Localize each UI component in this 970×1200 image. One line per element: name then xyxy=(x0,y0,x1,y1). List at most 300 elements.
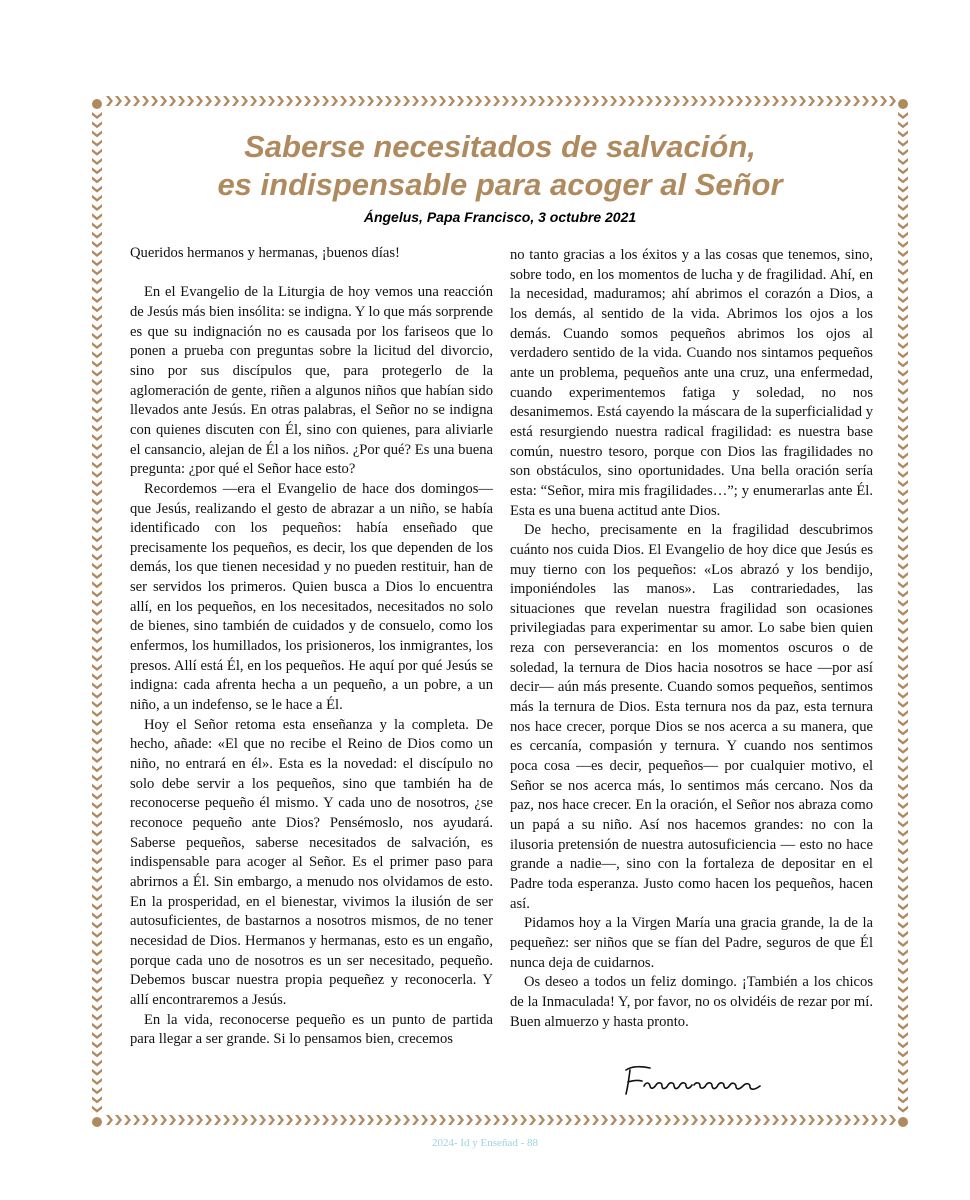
frame-leaf xyxy=(898,839,908,846)
frame-leaf xyxy=(898,655,908,662)
frame-leaf xyxy=(457,1115,464,1125)
frame-leaf xyxy=(92,140,102,147)
frame-leaf xyxy=(106,96,113,106)
frame-leaf xyxy=(898,388,908,395)
frame-leaf xyxy=(898,646,908,653)
frame-leaf xyxy=(259,1115,266,1125)
frame-leaf xyxy=(898,949,908,956)
frame-leaf xyxy=(92,305,102,312)
frame-leaf xyxy=(691,96,698,106)
frame-leaf xyxy=(92,609,102,616)
frame-leaf xyxy=(92,204,102,211)
frame-leaf xyxy=(92,968,102,975)
frame-leaf xyxy=(898,213,908,220)
frame-leaf xyxy=(898,195,908,202)
frame-leaf xyxy=(898,968,908,975)
frame-leaf xyxy=(92,986,102,993)
frame-leaf xyxy=(898,1050,908,1057)
frame-leaf xyxy=(844,96,851,106)
frame-leaf xyxy=(403,96,410,106)
frame-leaf xyxy=(92,802,102,809)
frame-leaf xyxy=(898,397,908,404)
frame-leaf xyxy=(619,96,626,106)
corner-ornament-top-left xyxy=(92,99,102,109)
frame-leaf xyxy=(92,443,102,450)
frame-leaf xyxy=(92,526,102,533)
frame-leaf xyxy=(448,1115,455,1125)
frame-leaf xyxy=(898,784,908,791)
frame-leaf xyxy=(898,894,908,901)
frame-leaf xyxy=(628,96,635,106)
frame-leaf xyxy=(92,314,102,321)
frame-leaf xyxy=(92,765,102,772)
frame-leaf xyxy=(898,186,908,193)
frame-leaf xyxy=(92,1069,102,1076)
frame-leaf xyxy=(313,1115,320,1125)
frame-leaf xyxy=(92,618,102,625)
frame-leaf xyxy=(898,278,908,285)
frame-leaf xyxy=(92,600,102,607)
frame-leaf xyxy=(772,1115,779,1125)
frame-leaf xyxy=(898,866,908,873)
frame-leaf xyxy=(898,443,908,450)
frame-leaf xyxy=(92,922,102,929)
frame-leaf xyxy=(358,1115,365,1125)
frame-leaf xyxy=(412,96,419,106)
frame-leaf xyxy=(92,222,102,229)
paragraph-6: De hecho, precisamente en la fragilidad descubrimos cuánto nos cuida Dios. El Evangelio de hoy dice que Jesús es muy tierno con los pequeños: «Los abrazó y los bendijo, imponiéndoles las manos». Las contrariedades, las situaciones que revelan nuestra fragilidad son ocasiones privilegiadas para experimentar su amor. Lo sabe bien quien reza con perseverancia: en los momentos oscuros o de soledad, la ternura de Dios hacia nosotros se hace —por así decir— aún más presente. Cuando somos pequeños, sentimos más la ternura de Dios. Esta ternura nos da paz, esta ternura nos hace crecer, porque Dios se nos acerca a su manera, que es cercanía, compasión y ternura. Y cuando nos sentimos poca cosa —es decir, pequeños— por cualquier motivo, el Señor se nos acerca más, lo sentimos más cercano. Nos da paz, nos hace crecer. En la oración, el Señor nos abraza como un papá a su niño. Así nos hacemos grandes: no con la ilusoria pretensión de nuestra autosuficiencia — esto no hace grande a nadie—, sino con la fortaleza de depositar en el Padre toda esperanza. Justo como hacen los pequeños, hacen así. xyxy=(510,522,873,912)
frame-leaf xyxy=(331,96,338,106)
frame-leaf xyxy=(439,96,446,106)
frame-leaf xyxy=(106,1115,113,1125)
frame-leaf xyxy=(808,96,815,106)
frame-leaf xyxy=(898,931,908,938)
frame-leaf xyxy=(92,452,102,459)
frame-leaf xyxy=(880,1115,887,1125)
frame-leaf xyxy=(799,96,806,106)
paragraph-3: Recordemos —era el Evangelio de hace dos domingos— que Jesús, realizando el gesto de abrazar a un niño, se había identificado con los pequeños: había enseñado que precisamente los pequeños, es decir, los que dependen de los demás, los que tienen necesidad y no pueden restituir, han de ser servidos los primeros. Quien busca a Dios lo encuentra allí, en los pequeños, en los necesitados, necesitados no solo de bienes, sino también de cuidados y de consuelo, como los enfermos, los humillados, los prisioneros, los inmigrantes, los presos. Allí está Él, en los pequeños. He aquí por qué Jesús se indigna: cada afrenta hecha a un pequeño, a un pobre, a un niño, a un indefenso, se le hace a Él. xyxy=(130,480,493,714)
frame-leaf xyxy=(92,820,102,827)
frame-leaf xyxy=(92,876,102,883)
frame-leaf xyxy=(178,96,185,106)
frame-leaf xyxy=(898,544,908,551)
frame-leaf xyxy=(92,397,102,404)
frame-leaf xyxy=(862,1115,869,1125)
frame-leaf xyxy=(92,1041,102,1048)
frame-leaf xyxy=(520,1115,527,1125)
frame-leaf xyxy=(790,96,797,106)
frame-leaf xyxy=(124,96,131,106)
frame-leaf xyxy=(92,857,102,864)
frame-leaf xyxy=(376,96,383,106)
frame-leaf xyxy=(898,351,908,358)
frame-leaf xyxy=(898,922,908,929)
frame-leaf xyxy=(646,1115,653,1125)
paragraph-8: Os deseo a todos un feliz domingo. ¡También a los chicos de la Inmaculada! Y, por favor, no os olvidéis de rezar por mí. Buen almuerzo y hasta pronto. xyxy=(510,974,873,1030)
frame-leaf xyxy=(92,554,102,561)
frame-leaf xyxy=(92,692,102,699)
frame-leaf xyxy=(898,802,908,809)
frame-leaf xyxy=(439,1115,446,1125)
frame-leaf xyxy=(232,96,239,106)
frame-leaf xyxy=(92,728,102,735)
frame-leaf xyxy=(898,830,908,837)
frame-leaf xyxy=(286,1115,293,1125)
frame-leaf xyxy=(493,96,500,106)
frame-leaf xyxy=(92,360,102,367)
frame-leaf xyxy=(898,1023,908,1030)
frame-leaf xyxy=(92,1050,102,1057)
frame-leaf xyxy=(898,259,908,266)
frame-leaf xyxy=(898,489,908,496)
frame-leaf xyxy=(745,96,752,106)
corner-ornament-bottom-left xyxy=(92,1117,102,1127)
frame-leaf xyxy=(898,710,908,717)
frame-leaf xyxy=(92,1060,102,1067)
frame-leaf xyxy=(871,1115,878,1125)
frame-leaf xyxy=(92,581,102,588)
frame-leaf xyxy=(92,673,102,680)
frame-leaf xyxy=(898,167,908,174)
frame-leaf xyxy=(484,1115,491,1125)
frame-leaf xyxy=(664,1115,671,1125)
frame-leaf xyxy=(898,876,908,883)
frame-leaf xyxy=(826,1115,833,1125)
title-line-2: es indispensable para acoger al Señor xyxy=(217,167,783,202)
frame-leaf xyxy=(898,379,908,386)
frame-leaf xyxy=(92,186,102,193)
frame-leaf xyxy=(610,96,617,106)
frame-leaf xyxy=(142,96,149,106)
frame-leaf xyxy=(898,977,908,984)
frame-leaf xyxy=(898,526,908,533)
frame-leaf xyxy=(92,195,102,202)
frame-leaf xyxy=(898,1041,908,1048)
frame-leaf xyxy=(92,701,102,708)
frame-leaf xyxy=(358,96,365,106)
frame-leaf xyxy=(92,912,102,919)
frame-leaf xyxy=(772,96,779,106)
frame-leaf xyxy=(898,765,908,772)
frame-leaf xyxy=(214,96,221,106)
frame-leaf xyxy=(92,1023,102,1030)
frame-leaf xyxy=(403,1115,410,1125)
frame-leaf xyxy=(92,995,102,1002)
frame-leaf xyxy=(898,848,908,855)
frame-leaf xyxy=(340,96,347,106)
frame-leaf xyxy=(898,204,908,211)
frame-leaf xyxy=(781,96,788,106)
frame-leaf xyxy=(92,793,102,800)
frame-leaf xyxy=(92,535,102,542)
frame-leaf xyxy=(142,1115,149,1125)
frame-leaf xyxy=(92,250,102,257)
frame-leaf xyxy=(322,1115,329,1125)
text-column-right xyxy=(510,246,873,1032)
frame-leaf xyxy=(502,96,509,106)
frame-leaf xyxy=(421,1115,428,1125)
frame-leaf xyxy=(223,1115,230,1125)
frame-leaf xyxy=(898,452,908,459)
frame-leaf xyxy=(151,1115,158,1125)
frame-leaf xyxy=(484,96,491,106)
frame-leaf xyxy=(92,1078,102,1085)
frame-leaf xyxy=(187,96,194,106)
frame-leaf xyxy=(898,673,908,680)
frame-leaf xyxy=(646,96,653,106)
frame-leaf xyxy=(898,563,908,570)
frame-leaf xyxy=(898,296,908,303)
frame-leaf xyxy=(727,96,734,106)
frame-leaf xyxy=(92,563,102,570)
frame-leaf xyxy=(92,958,102,965)
frame-leaf xyxy=(898,241,908,248)
frame-leaf xyxy=(466,96,473,106)
frame-leaf xyxy=(898,885,908,892)
frame-leaf xyxy=(92,121,102,128)
frame-leaf xyxy=(898,554,908,561)
frame-leaf xyxy=(826,96,833,106)
frame-leaf xyxy=(92,416,102,423)
frame-leaf xyxy=(583,1115,590,1125)
frame-leaf xyxy=(304,96,311,106)
frame-leaf xyxy=(898,774,908,781)
frame-leaf xyxy=(232,1115,239,1125)
frame-leaf xyxy=(92,324,102,331)
paragraph-4: Hoy el Señor retoma esta enseñanza y la completa. De hecho, añade: «El que no recibe el Reino de Dios como un niño, no entrará en él». Esta es la novedad: el discípulo no solo debe servir a los pequeños, sino que también ha de reconocerse pequeño él mismo. Y cada uno de nosotros, ¿se reconoce pequeño ante Dios? Pensémoslo, nos ayudará. Saberse pequeños, saberse necesitados de salvación, es indispensable para acoger al Señor. Es el primer paso para abrirnos a Él. Sin embargo, a menudo nos olvidamos de esto. En la prosperidad, en el bienestar, vivimos la ilusión de ser autosuficientes, de bastarnos a nosotros mismos, de no tener necesidad de Dios. Hermanos y hermanas, esto es un engaño, porque cada uno de nosotros es un ser necesitado, pequeño. Debemos buscar nuestra propia pequeñez y reconocerla. Y allí encontraremos a Jesús. xyxy=(130,716,493,1008)
frame-leaf xyxy=(718,1115,725,1125)
frame-leaf xyxy=(529,1115,536,1125)
frame-leaf xyxy=(92,572,102,579)
frame-leaf xyxy=(205,96,212,106)
frame-leaf xyxy=(637,1115,644,1125)
frame-leaf xyxy=(92,333,102,340)
frame-leaf xyxy=(259,96,266,106)
frame-leaf xyxy=(898,287,908,294)
frame-leaf xyxy=(92,176,102,183)
frame-leaf xyxy=(898,820,908,827)
frame-leaf xyxy=(673,96,680,106)
frame-leaf xyxy=(250,96,257,106)
frame-leaf xyxy=(92,232,102,239)
frame-leaf xyxy=(92,839,102,846)
frame-leaf xyxy=(448,96,455,106)
frame-leaf xyxy=(898,333,908,340)
frame-leaf xyxy=(754,96,761,106)
frame-leaf xyxy=(538,96,545,106)
frame-leaf xyxy=(115,1115,122,1125)
frame-leaf xyxy=(835,96,842,106)
frame-leaf xyxy=(853,1115,860,1125)
frame-leaf xyxy=(898,581,908,588)
frame-leaf xyxy=(286,96,293,106)
frame-leaf xyxy=(92,830,102,837)
frame-leaf xyxy=(898,590,908,597)
frame-leaf xyxy=(250,1115,257,1125)
frame-leaf xyxy=(92,296,102,303)
frame-leaf xyxy=(790,1115,797,1125)
frame-leaf xyxy=(520,96,527,106)
frame-leaf xyxy=(898,600,908,607)
frame-leaf xyxy=(92,287,102,294)
frame-leaf xyxy=(853,96,860,106)
frame-leaf xyxy=(898,728,908,735)
frame-leaf xyxy=(92,756,102,763)
frame-leaf xyxy=(92,894,102,901)
text-column-left xyxy=(130,244,493,1050)
frame-leaf xyxy=(92,342,102,349)
frame-leaf xyxy=(92,931,102,938)
frame-leaf xyxy=(205,1115,212,1125)
frame-leaf xyxy=(664,96,671,106)
frame-leaf xyxy=(92,1106,102,1113)
frame-leaf xyxy=(92,1096,102,1103)
frame-leaf xyxy=(92,489,102,496)
frame-leaf xyxy=(898,1078,908,1085)
frame-leaf xyxy=(92,471,102,478)
frame-leaf xyxy=(295,96,302,106)
frame-leaf xyxy=(898,268,908,275)
frame-leaf xyxy=(511,1115,518,1125)
frame-leaf xyxy=(817,96,824,106)
paragraph-greeting: Queridos hermanos y hermanas, ¡buenos días! xyxy=(130,245,400,261)
frame-leaf xyxy=(187,1115,194,1125)
frame-leaf xyxy=(241,96,248,106)
frame-leaf xyxy=(898,1060,908,1067)
frame-leaf xyxy=(898,112,908,119)
frame-leaf xyxy=(898,176,908,183)
frame-leaf xyxy=(898,1106,908,1113)
frame-leaf xyxy=(547,96,554,106)
frame-leaf xyxy=(92,167,102,174)
frame-leaf xyxy=(898,158,908,165)
frame-leaf xyxy=(367,96,374,106)
frame-leaf xyxy=(673,1115,680,1125)
frame-leaf xyxy=(92,848,102,855)
frame-leaf xyxy=(574,1115,581,1125)
frame-leaf xyxy=(898,682,908,689)
frame-leaf xyxy=(92,885,102,892)
paragraph-5-continued: no tanto gracias a los éxitos y a las cosas que tenemos, sino, sobre todo, en los momentos de lucha y de fragilidad. Ahí, en la necesidad, maduramos; ahí abrimos el corazón a Dios, a los demás, al sentido de la vida. Abrimos los ojos a los demás. Cuando somos pequeños abrimos los ojos al verdadero sentido de la vida. Cuando nos sintamos pequeños ante un problema, pequeños ante una cruz, una enfermedad, cuando experimentemos fatiga y soledad, no nos desanimemos. Está cayendo la máscara de la superficialidad y está resurgiendo nuestra radical fragilidad: es nuestra base común, nuestro tesoro, porque con Dios las fragilidades no son obstáculos, sino oportunidades. Una bella oración sería esta: “Señor, mira mis fragilidades…”; y enumerarlas ante Él. Esta es una buena actitud ante Dios. xyxy=(510,247,873,519)
frame-leaf xyxy=(133,1115,140,1125)
frame-leaf xyxy=(92,738,102,745)
frame-leaf xyxy=(92,1014,102,1021)
frame-leaf xyxy=(898,692,908,699)
frame-leaf xyxy=(277,96,284,106)
frame-leaf xyxy=(92,213,102,220)
paragraph-5-start: En la vida, reconocerse pequeño es un punto de partida para llegar a ser grande. Si lo pensamos bien, crecemos xyxy=(130,1011,493,1048)
frame-leaf xyxy=(92,866,102,873)
frame-leaf xyxy=(736,96,743,106)
frame-leaf xyxy=(133,96,140,106)
frame-leaf xyxy=(538,1115,545,1125)
frame-leaf xyxy=(92,747,102,754)
frame-leaf xyxy=(92,784,102,791)
page-footer: 2024- Id y Enseñad - 88 xyxy=(431,1137,538,1149)
frame-leaf xyxy=(871,96,878,106)
frame-leaf xyxy=(628,1115,635,1125)
frame-leaf xyxy=(169,1115,176,1125)
frame-leaf xyxy=(898,1096,908,1103)
frame-leaf xyxy=(92,149,102,156)
frame-leaf xyxy=(430,96,437,106)
frame-leaf xyxy=(898,305,908,312)
frame-leaf xyxy=(92,379,102,386)
frame-leaf xyxy=(92,508,102,515)
frame-leaf xyxy=(700,1115,707,1125)
frame-leaf xyxy=(898,609,908,616)
frame-leaf xyxy=(268,96,275,106)
frame-leaf xyxy=(457,96,464,106)
frame-leaf xyxy=(898,756,908,763)
frame-leaf xyxy=(898,857,908,864)
frame-leaf xyxy=(844,1115,851,1125)
frame-leaf xyxy=(898,940,908,947)
frame-leaf xyxy=(340,1115,347,1125)
frame-leaf xyxy=(898,627,908,634)
frame-leaf xyxy=(295,1115,302,1125)
frame-leaf xyxy=(493,1115,500,1125)
frame-leaf xyxy=(898,636,908,643)
frame-leaf xyxy=(898,1087,908,1094)
frame-leaf xyxy=(898,121,908,128)
frame-leaf xyxy=(889,1115,896,1125)
frame-leaf xyxy=(601,1115,608,1125)
frame-leaf xyxy=(682,1115,689,1125)
frame-leaf xyxy=(178,1115,185,1125)
frame-leaf xyxy=(637,96,644,106)
frame-leaf xyxy=(92,434,102,441)
frame-leaf xyxy=(92,664,102,671)
frame-leaf xyxy=(92,112,102,119)
frame-leaf xyxy=(92,130,102,137)
frame-leaf xyxy=(92,655,102,662)
frame-leaf xyxy=(898,149,908,156)
frame-leaf xyxy=(898,793,908,800)
frame-leaf xyxy=(466,1115,473,1125)
frame-leaf xyxy=(781,1115,788,1125)
frame-leaf xyxy=(898,232,908,239)
frame-leaf xyxy=(196,96,203,106)
frame-leaf xyxy=(592,1115,599,1125)
frame-leaf xyxy=(754,1115,761,1125)
frame-leaf xyxy=(898,1032,908,1039)
frame-leaf xyxy=(502,1115,509,1125)
article-title xyxy=(120,128,880,204)
frame-leaf xyxy=(898,912,908,919)
frame-leaf xyxy=(277,1115,284,1125)
frame-leaf xyxy=(169,96,176,106)
frame-leaf xyxy=(394,1115,401,1125)
frame-leaf xyxy=(385,1115,392,1125)
frame-leaf xyxy=(898,958,908,965)
frame-leaf xyxy=(92,1032,102,1039)
frame-leaf xyxy=(115,96,122,106)
frame-leaf xyxy=(763,1115,770,1125)
frame-leaf xyxy=(322,96,329,106)
frame-leaf xyxy=(898,462,908,469)
frame-leaf xyxy=(898,370,908,377)
frame-leaf xyxy=(268,1115,275,1125)
paragraph-2: En el Evangelio de la Liturgia de hoy vemos una reacción de Jesús más bien insólita: se indigna. Y lo que más sorprende es que su indignación no es causada por los fariseos que lo ponen a prueba con preguntas sobre la licitud del divorcio, sino por sus discípulos que, para protegerlo de la aglomeración de gente, riñen a algunos niños que habían sido llevados ante Jesús. En otras palabras, el Señor no se indigna con quienes discuten con Él, sino con quienes, para aliviarle el cansancio, alejan de Él a los niños. ¿Por qué? Es una buena pregunta: ¿por qué el Señor hace esto? xyxy=(130,284,493,478)
frame-leaf xyxy=(92,544,102,551)
frame-leaf xyxy=(529,96,536,106)
frame-leaf xyxy=(421,96,428,106)
frame-leaf xyxy=(808,1115,815,1125)
frame-leaf xyxy=(898,986,908,993)
frame-leaf xyxy=(92,682,102,689)
frame-leaf xyxy=(92,480,102,487)
